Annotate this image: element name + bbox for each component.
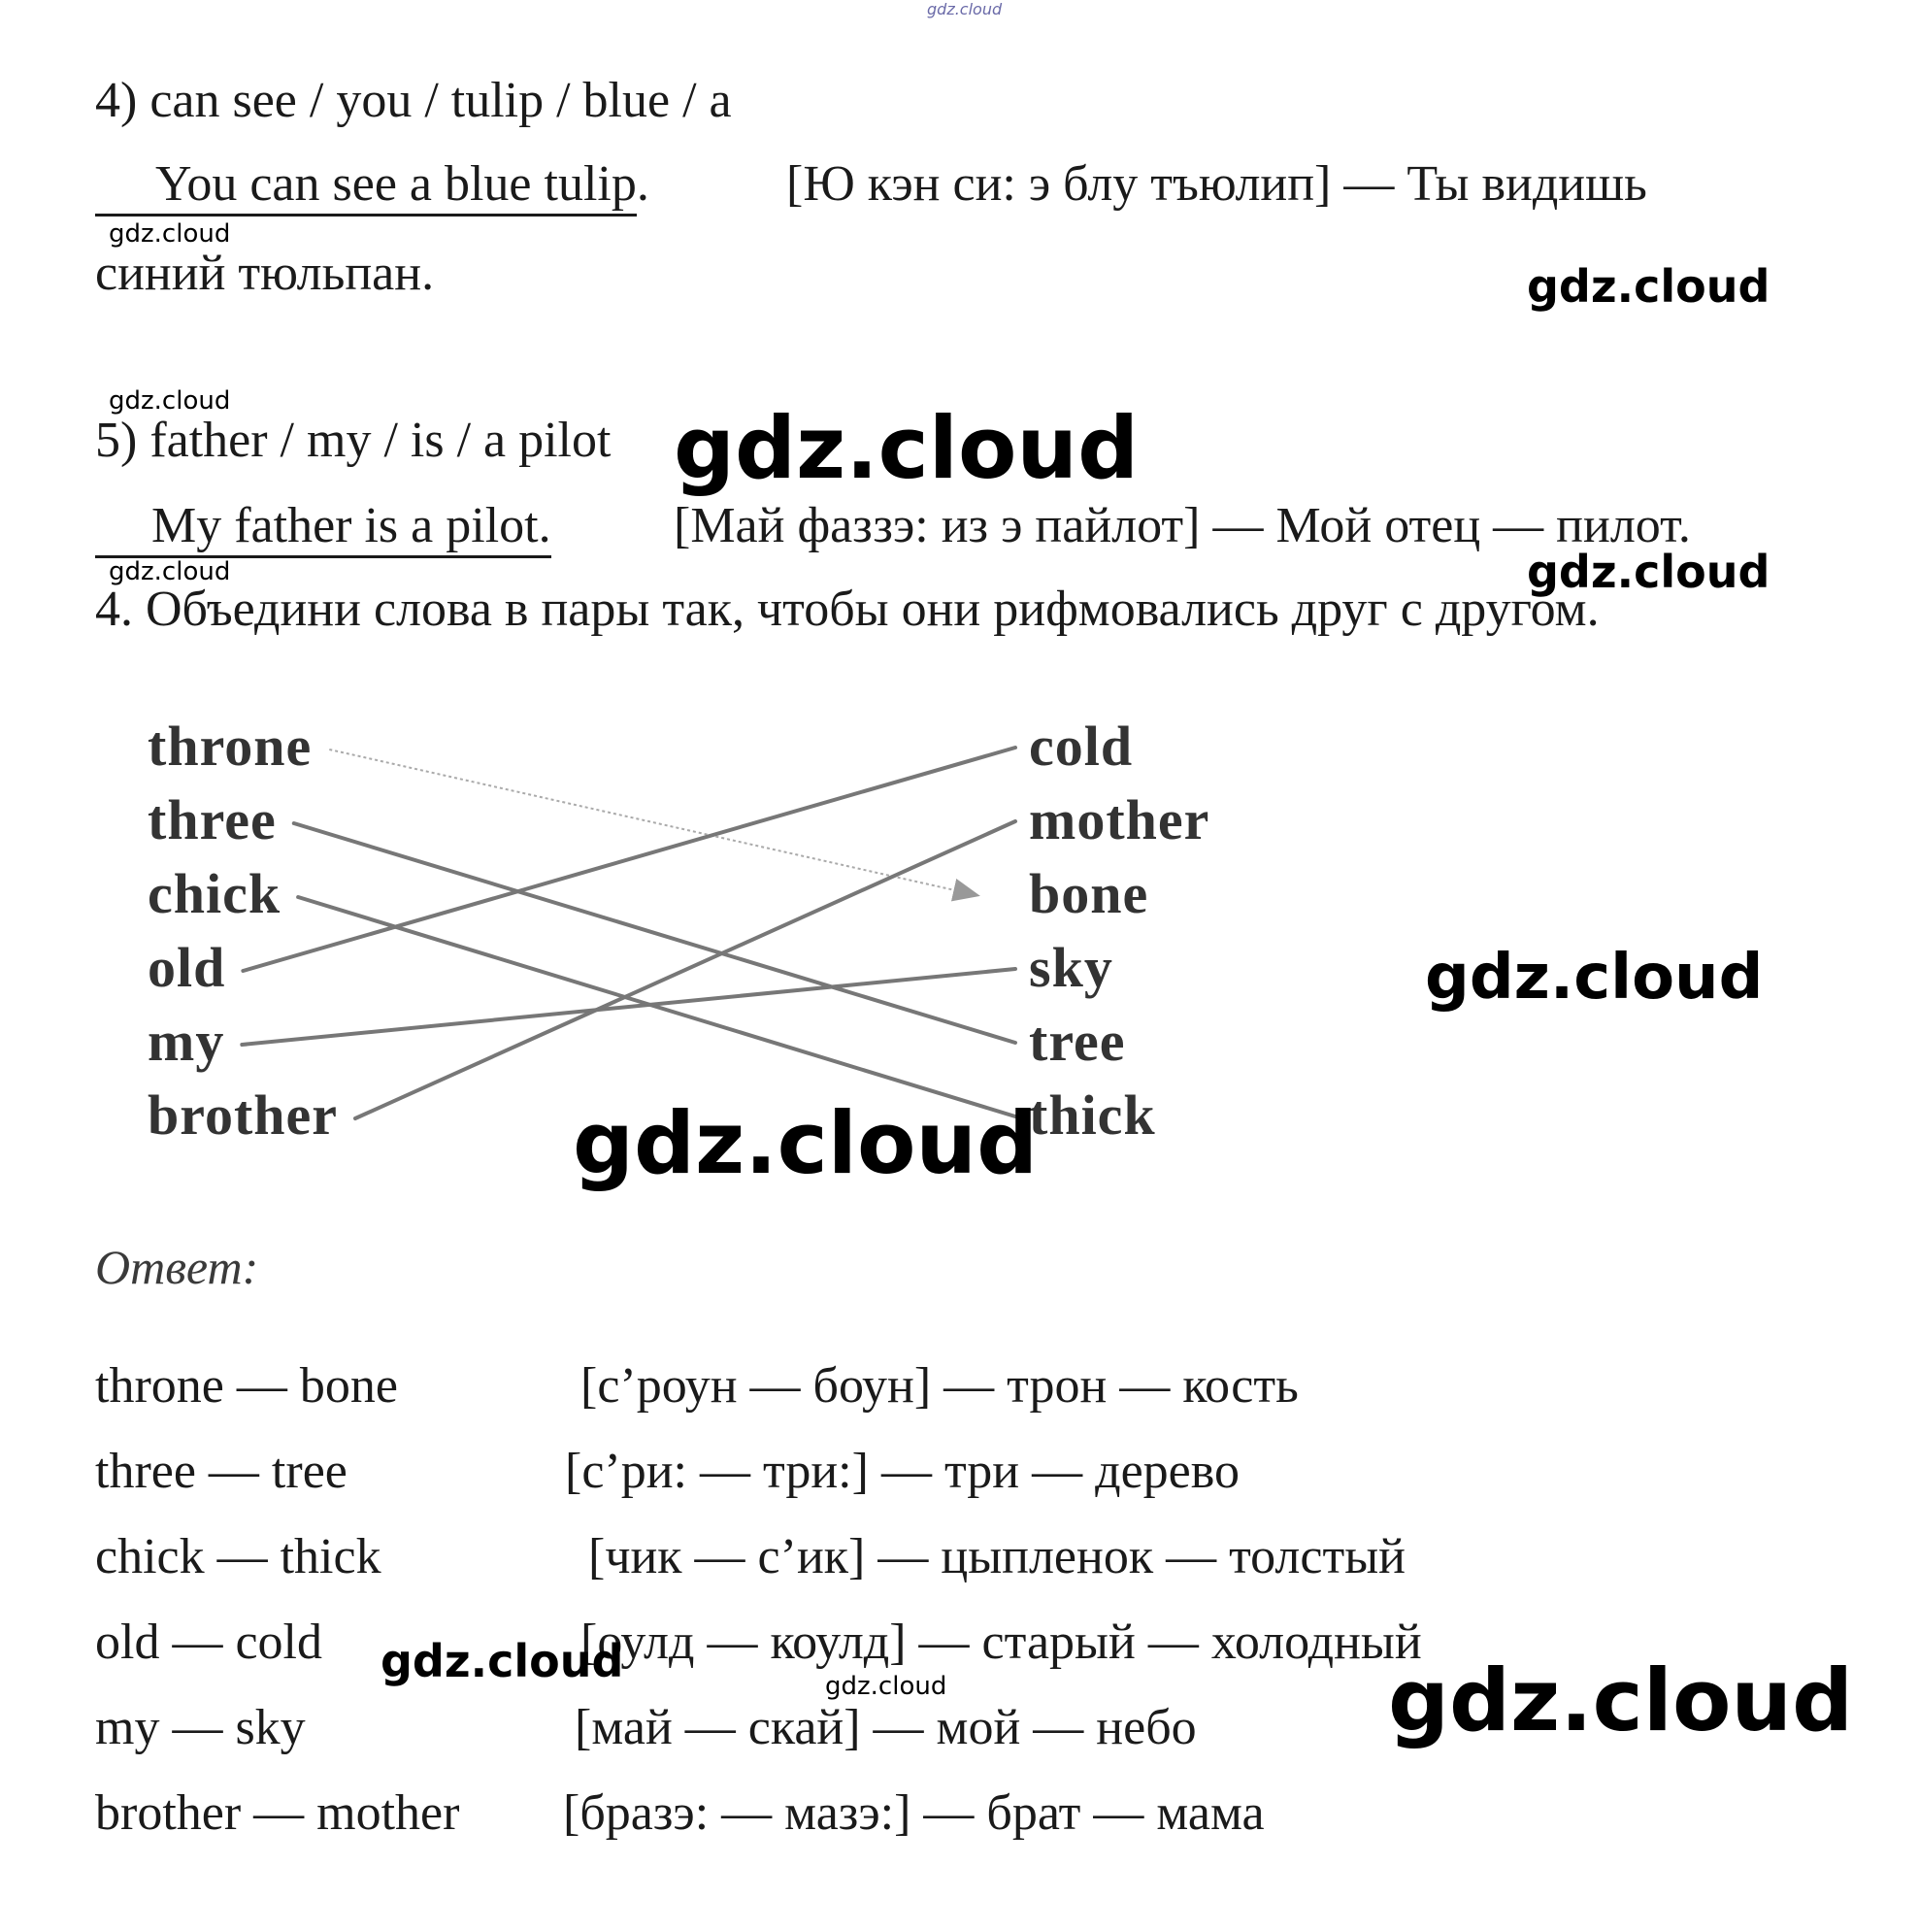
task-4-translation-continued: синий тюльпан.: [95, 246, 435, 301]
task-4-answer-period: .: [636, 156, 649, 212]
watermark-mid-right: gdz.cloud: [1425, 942, 1764, 1014]
watermark-right-2: gdz.cloud: [1527, 546, 1770, 598]
match-line-chick-thick: [298, 897, 1015, 1116]
right-word-thick: thick: [1029, 1083, 1156, 1147]
exercise-4-heading: 4. Объедини слова в пары так, чтобы они рифмовались друг с другом.: [95, 582, 1600, 637]
watermark-diagram-big: gdz.cloud: [573, 1093, 1039, 1193]
match-line-brother-mother: [355, 821, 1015, 1118]
watermark-small-3: gdz.cloud: [109, 557, 231, 586]
watermark-bottom-big: gdz.cloud: [1388, 1650, 1854, 1750]
answer-transcription: [с’ри: — три:] — три — дерево: [565, 1444, 1240, 1499]
match-line-three-tree: [294, 823, 1015, 1043]
answer-pair: my — sky: [95, 1700, 306, 1755]
answer-pair: throne — bone: [95, 1358, 398, 1414]
answer-label: Ответ:: [95, 1240, 259, 1294]
answer-pair: three — tree: [95, 1444, 347, 1499]
task-4-answer-line: [95, 155, 649, 217]
watermark-big-1: gdz.cloud: [674, 398, 1140, 498]
task-4-transcription: [Ю кэн си: э блу тъюлип] — Ты видишь: [786, 156, 1647, 212]
watermark-answer-tiny: gdz.cloud: [825, 1672, 947, 1701]
watermark-answer-small: gdz.cloud: [380, 1635, 624, 1687]
answer-pair: chick — thick: [95, 1529, 381, 1584]
answer-pair: old — cold: [95, 1615, 322, 1670]
watermark-small-1: gdz.cloud: [109, 219, 231, 249]
left-word-my: my: [148, 1010, 225, 1073]
answer-transcription: [май — скай] — мой — небо: [575, 1700, 1197, 1755]
right-word-mother: mother: [1029, 788, 1210, 851]
task-5-transcription: [Май фаззэ: из э пайлот] — Мой отец — пилот.: [674, 498, 1691, 553]
answer-transcription: [с’роун — боун] — трон — кость: [580, 1358, 1299, 1414]
watermark-top: gdz.cloud: [927, 0, 1003, 18]
task-5-answer: My father is a pilot.: [95, 501, 551, 558]
task-5-answer-line: [95, 497, 551, 558]
watermark-small-2: gdz.cloud: [109, 386, 231, 416]
right-word-tree: tree: [1029, 1010, 1126, 1073]
left-word-chick: chick: [148, 862, 281, 925]
answer-transcription: [чик — с’ик] — цыпленок — толстый: [588, 1529, 1406, 1584]
left-word-throne: throne: [148, 715, 313, 778]
right-word-cold: cold: [1029, 715, 1134, 778]
left-word-three: three: [148, 788, 277, 851]
task-5-prompt: 5) father / my / is / a pilot: [95, 413, 612, 468]
right-word-sky: sky: [1029, 936, 1113, 999]
task-4-answer: You can see a blue tulip: [95, 159, 637, 217]
left-word-old: old: [148, 936, 226, 999]
right-word-bone: bone: [1029, 862, 1149, 925]
match-line-throne-bone: [329, 749, 976, 895]
watermark-right-1: gdz.cloud: [1527, 260, 1770, 313]
left-word-brother: brother: [148, 1083, 339, 1147]
task-4-prompt: 4) can see / you / tulip / blue / a: [95, 73, 732, 128]
answer-transcription: [бразэ: — мазэ:] — брат — мама: [563, 1785, 1265, 1841]
match-line-old-cold: [243, 748, 1015, 971]
answer-pair: brother — mother: [95, 1785, 460, 1841]
answer-transcription: [оулд — коулд] — старый — холодный: [580, 1615, 1422, 1670]
